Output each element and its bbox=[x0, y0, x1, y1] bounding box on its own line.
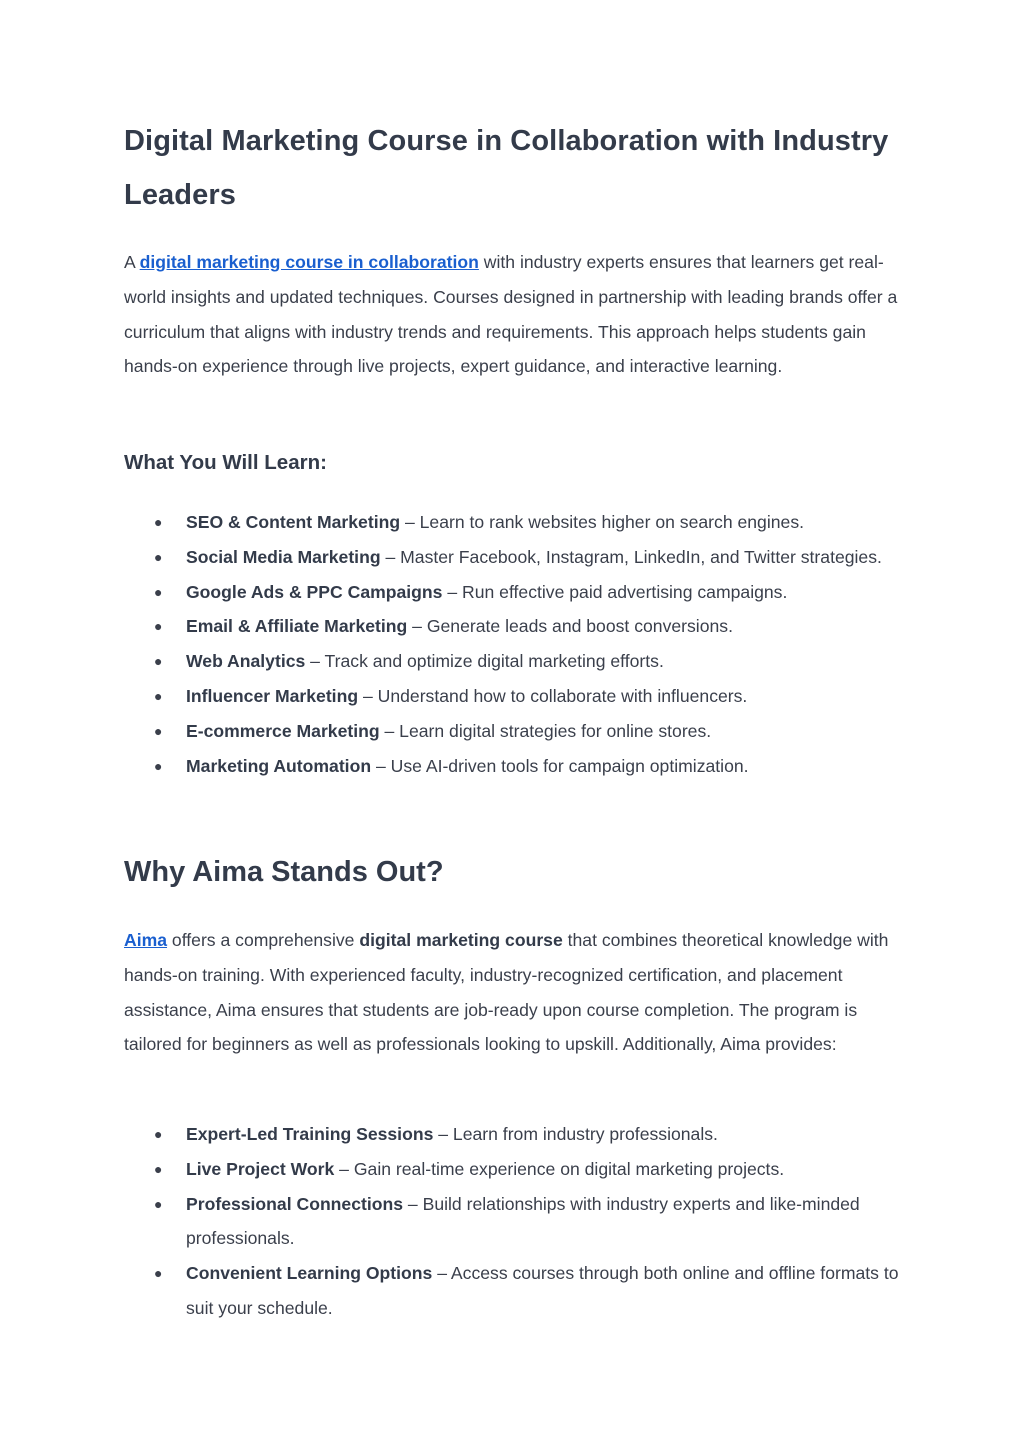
list-item-term: Web Analytics bbox=[186, 651, 306, 672]
list-item-term: Professional Connections bbox=[186, 1193, 404, 1214]
bullet-icon: ● bbox=[154, 548, 163, 565]
list-item-desc: – Use AI-driven tools for campaign optimization. bbox=[371, 755, 749, 776]
bullet-icon: ● bbox=[154, 514, 163, 530]
list-item bbox=[124, 644, 914, 679]
why-paragraph bbox=[124, 923, 914, 1062]
list-item bbox=[124, 749, 914, 784]
list-item bbox=[124, 1187, 914, 1257]
list-item-term: Email & Affiliate Marketing bbox=[186, 616, 408, 637]
bullet-icon: ● bbox=[154, 1195, 163, 1212]
bullet-icon: ● bbox=[154, 618, 163, 635]
list-item-term: Marketing Automation bbox=[186, 755, 372, 776]
bullet-icon: ● bbox=[154, 687, 163, 704]
list-item-term: Convenient Learning Options bbox=[186, 1263, 433, 1284]
list-item bbox=[124, 1256, 914, 1326]
list-item-term: E-commerce Marketing bbox=[186, 720, 380, 741]
list-item bbox=[124, 1117, 914, 1152]
list-item bbox=[124, 505, 914, 540]
list-item bbox=[124, 1152, 914, 1187]
aima-list bbox=[124, 1117, 914, 1326]
list-item-desc: – Learn digital strategies for online stores. bbox=[379, 720, 712, 741]
bullet-icon: ● bbox=[154, 1126, 163, 1142]
aima-link[interactable]: Aima bbox=[124, 930, 168, 950]
list-item-term: Expert-Led Training Sessions bbox=[186, 1124, 434, 1144]
bullet-icon: ● bbox=[154, 757, 163, 774]
list-item bbox=[124, 609, 914, 644]
list-item-desc: – Understand how to collaborate with influencers. bbox=[358, 685, 748, 706]
why-part1: offers a comprehensive bbox=[167, 930, 360, 950]
bullet-icon: ● bbox=[154, 1265, 163, 1282]
intro-paragraph bbox=[124, 245, 914, 384]
page-title: Digital Marketing Course in Collaboration with Industry Leaders bbox=[124, 125, 889, 211]
bullet-icon: ● bbox=[154, 583, 163, 600]
list-item-desc: – Access courses through both online and offline formats to suit your schedule. bbox=[186, 1263, 899, 1318]
bullet-icon: ● bbox=[154, 653, 163, 670]
list-item-desc: – Build relationships with industry experts and like-minded professionals. bbox=[186, 1193, 860, 1249]
list-item-desc: – Generate leads and boost conversions. bbox=[407, 616, 733, 637]
list-item bbox=[124, 714, 914, 749]
intro-prefix: A bbox=[124, 252, 140, 272]
why-heading: Why Aima Stands Out? bbox=[124, 856, 444, 888]
why-bold-term: digital marketing course bbox=[359, 930, 563, 950]
bullet-icon: ● bbox=[154, 722, 163, 739]
list-item-desc: – Gain real-time experience on digital marketing projects. bbox=[334, 1158, 785, 1179]
list-item-term: Influencer Marketing bbox=[186, 685, 359, 706]
learn-heading: What You Will Learn: bbox=[124, 451, 327, 474]
list-item-desc: – Learn from industry professionals. bbox=[433, 1124, 718, 1144]
list-item-term: Social Media Marketing bbox=[186, 546, 381, 567]
list-item bbox=[124, 575, 914, 610]
intro-rest: with industry experts ensures that learners get real-world insights and updated techniques. Courses designed in partnership with leading brands offer a curriculum that aligns with industry trends and requirements. This approach helps students gain hands-on experience through live projects, expert guidance, and interactive learning. bbox=[124, 252, 898, 377]
why-part2: that combines theoretical knowledge with hands-on training. With experienced faculty, industry-recognized certification, and placement assistance, Aima ensures that students are job-ready upon course completion. The program is tailored for beginners as well as professionals looking to upskill. Additionally, Aima provides: bbox=[124, 930, 889, 1055]
list-item bbox=[124, 540, 914, 575]
bullet-icon: ● bbox=[154, 1160, 163, 1177]
course-collaboration-link[interactable]: digital marketing course in collaboration bbox=[139, 252, 479, 272]
list-item bbox=[124, 679, 914, 714]
list-item-desc: – Run effective paid advertising campaigns. bbox=[442, 581, 788, 602]
list-item-term: Google Ads & PPC Campaigns bbox=[186, 581, 443, 602]
list-item-desc: – Track and optimize digital marketing efforts. bbox=[305, 651, 664, 672]
list-item-desc: – Learn to rank websites higher on search engines. bbox=[400, 512, 805, 532]
learn-list bbox=[124, 505, 914, 783]
list-item-desc: – Master Facebook, Instagram, LinkedIn, and Twitter strategies. bbox=[380, 546, 882, 567]
list-item-term: SEO & Content Marketing bbox=[186, 512, 401, 532]
list-item-term: Live Project Work bbox=[186, 1158, 335, 1179]
